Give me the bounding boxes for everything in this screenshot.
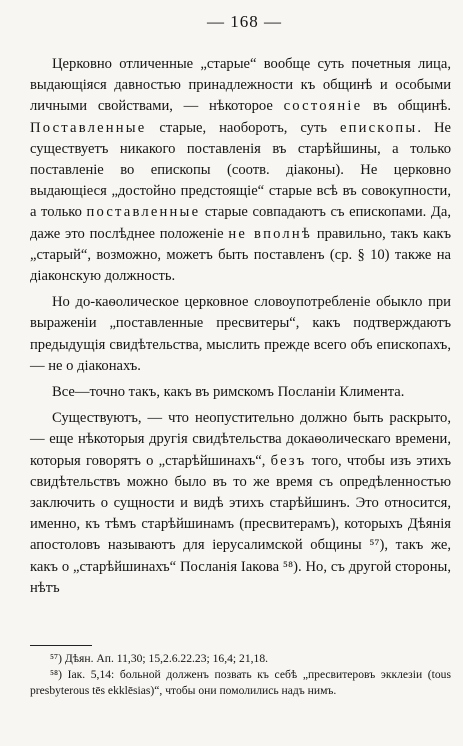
- footnote: ⁵⁸) Іак. 5,14: больной долженъ позвать къ себѣ „пресвитеровъ экклезіи (tous presbyterous tēs ekklēsias)“, чтобы они помолились надъ нимъ.: [30, 668, 451, 698]
- paragraph: [30, 382, 451, 403]
- text-run: Церковно отличенные „старые“ вообще суть почетныя лица, выдающіяся давностью принадлежности къ общинѣ и особыми личными свойствами, — нѣкоторое: [30, 56, 451, 115]
- footnotes: [30, 651, 451, 699]
- text-run: старые, наоборотъ, суть: [146, 119, 340, 136]
- page-number: — 168 —: [207, 12, 282, 31]
- paragraph: [30, 292, 451, 377]
- text-run: того, чтобы изъ этихъ свидѣтельствъ можно было въ то же время съ опредѣленностью заключить о сущности и видѣ этихъ старѣйшинъ. Это относится, именно, къ тѣмъ старѣйшинамъ (пресвитерамъ), которыхъ Дѣянія апостоловъ называютъ для іерусалимской общины ⁵⁷), такъ же, какъ о „старѣйшинахъ“ Посланія Іакова ⁵⁸). Но, съ другой стороны, нѣтъ: [30, 452, 451, 596]
- emphasized-text: безъ: [270, 452, 307, 469]
- text-run: Все—точно такъ, какъ въ римскомъ Посланіи Климента.: [52, 384, 405, 401]
- emphasized-text: Поставленные: [30, 119, 147, 136]
- emphasized-text: не вполнѣ: [228, 225, 313, 242]
- footnote: ⁵⁷) Дѣян. Ап. 11,30; 15,2.6.22.23; 16,4; 21,18.: [50, 652, 269, 666]
- text-run: правильно, такъ какъ „старый“, возможно, можетъ быть поставленъ (ср. § 10) также на діаконскую должность.: [30, 225, 452, 285]
- emphasized-text: епископы: [339, 119, 418, 136]
- text-run: старые совпадаютъ съ епископами. Да, даже это послѣднее положеніе: [30, 204, 451, 242]
- text-run: . Не существуетъ никакого поставленія въ старѣйшины, а только поставленіе во епископы (соотв. діаконы). Не церковно выдающіеся „достойно предстоящіе“ старые всѣ въ совокупности, а только: [30, 119, 451, 221]
- emphasized-text: поставленные: [86, 204, 201, 221]
- paragraph: [30, 408, 451, 599]
- emphasized-text: состояніе: [283, 98, 363, 115]
- paragraph: [30, 54, 451, 287]
- footnote-divider: [30, 645, 92, 646]
- body-text: [30, 54, 451, 599]
- text-run: Но до-каѳолическое церковное словоупотребленіе обыкло при выраженіи „поставленные пресвитеры“, какъ подтверждаютъ предыдущія свидѣтельства, мыслить прежде всего объ епископахъ, — не о діаконахъ.: [30, 294, 451, 374]
- text-run: Существуютъ, — что неопустительно должно быть раскрыто, — еще нѣкоторыя другія свидѣтельства докаѳолическаго времени, которыя говорятъ о „старѣйшинахъ“,: [30, 410, 451, 469]
- text-run: въ общинѣ.: [362, 98, 451, 115]
